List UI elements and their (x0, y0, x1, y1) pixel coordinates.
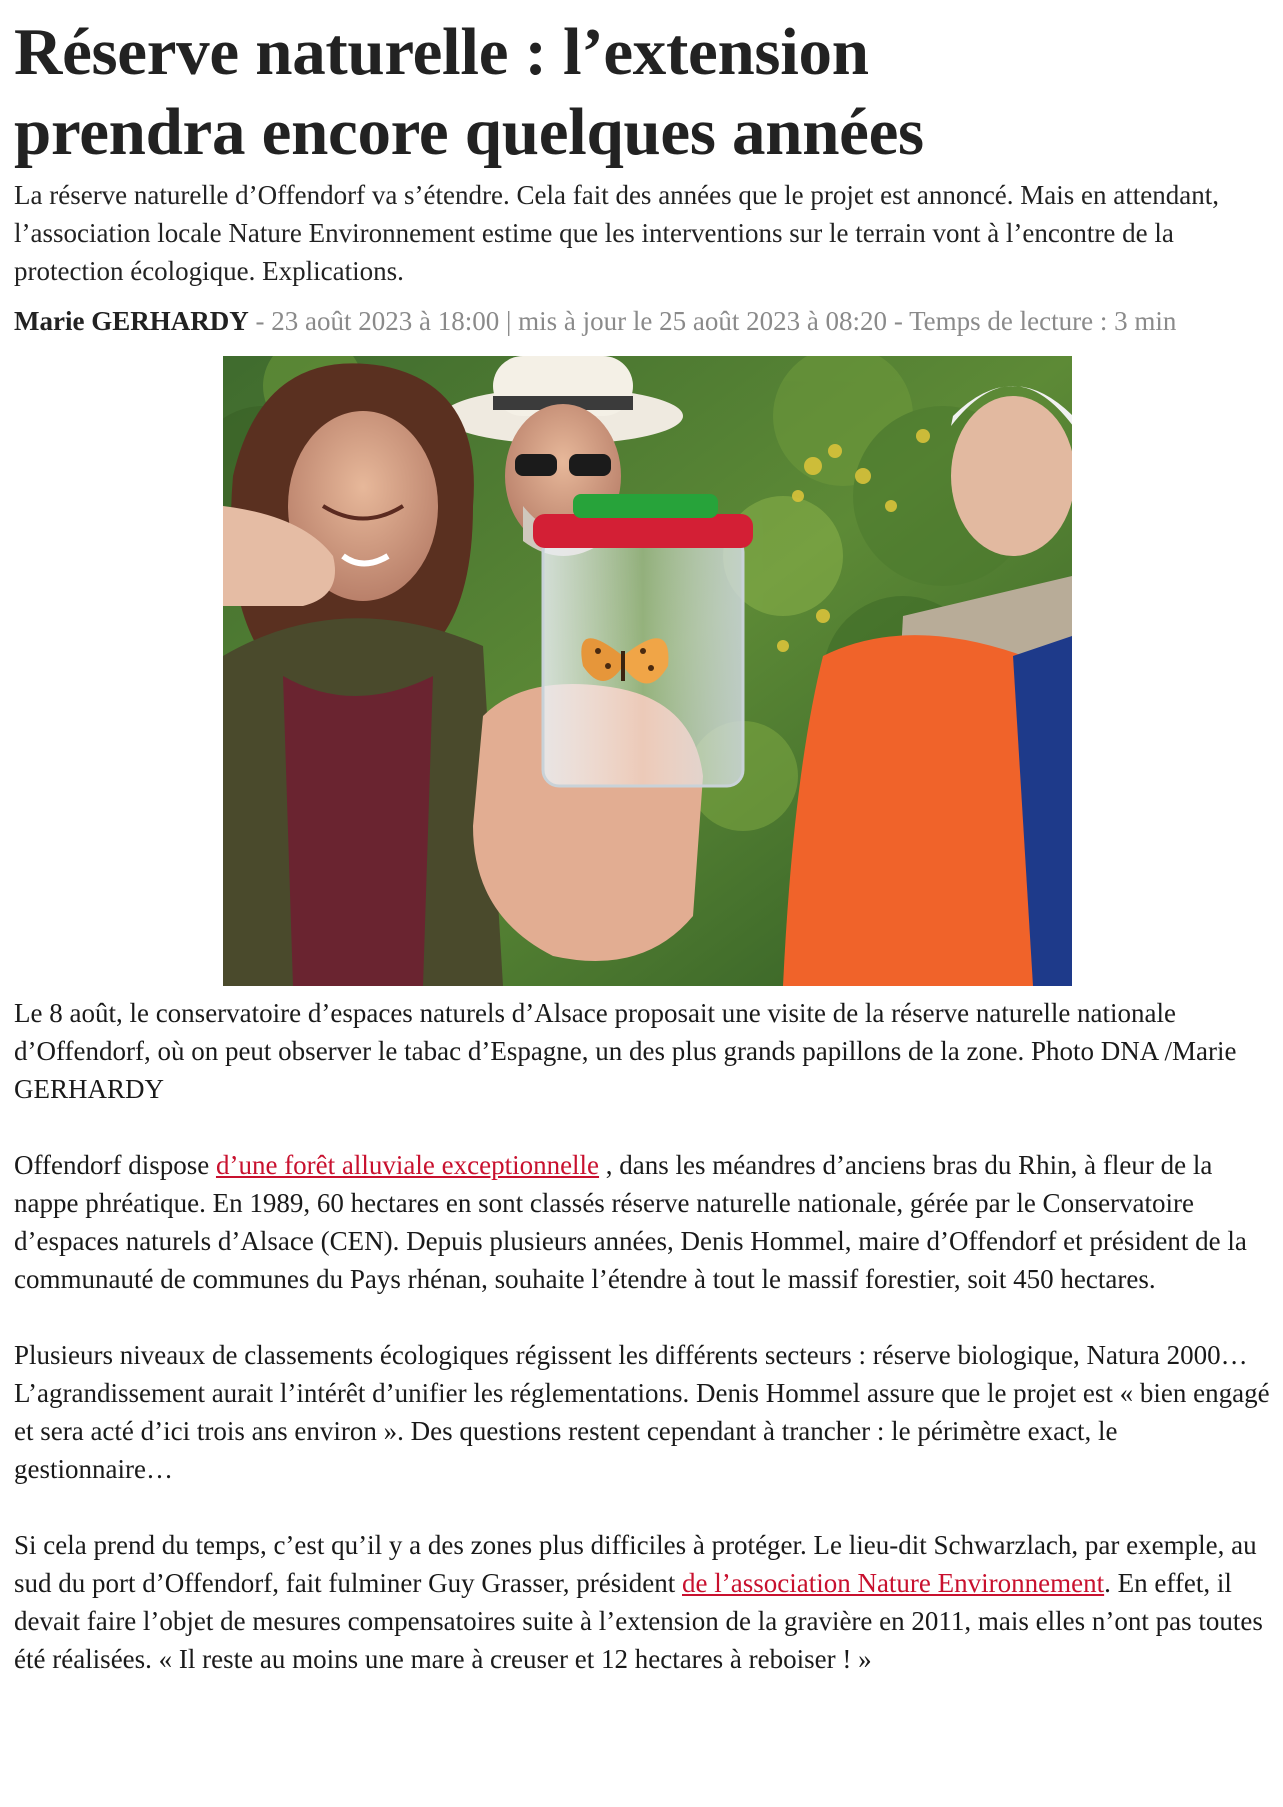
update-date: mis à jour le 25 août 2023 à 08:20 (518, 306, 888, 336)
headline-line-2: prendra encore quelques années (14, 95, 924, 169)
byline-separator: - (887, 306, 910, 336)
photo-caption: Le 8 août, le conservatoire d’espaces naturels d’Alsace proposait une visite de la réserve naturelle nationale d’Offendorf, où on peut observer le tabac d’Espagne, un des plus grands papillons de la zone. Photo DNA /Marie GERHARDY (14, 998, 1237, 1104)
paragraph-text: , dans les méandres d’anciens bras du Rhin, à fleur de la nappe phréatique. En 1989, 60 hectares en sont classés réserve naturelle nationale, gérée par le Conservatoire d’espaces naturels d’Alsace (CEN). Depuis plusieurs années, Denis Hommel, maire d’Offendorf et président de la communauté de communes du Pays rhénan, souhaite l’étendre à tout le massif forestier, soit 450 hectares. (14, 1150, 1247, 1294)
body-paragraph-2: Plusieurs niveaux de classements écologiques régissent les différents secteurs : réserve biologique, Natura 2000… L’agrandissement aurait l’intérêt d’unifier les réglementations. Denis Hommel assure que le projet est « bien engagé et sera acté d’ici trois ans environ ». Des questions restent cependant à trancher : le périmètre exact, le gestionnaire… (14, 1340, 1270, 1484)
paragraph-text: Offendorf dispose (14, 1150, 216, 1180)
article-photo[interactable] (223, 356, 1072, 986)
publish-date: 23 août 2023 à 18:00 (271, 306, 500, 336)
body-paragraph-1 (14, 1146, 1283, 1298)
reading-time: Temps de lecture : 3 min (909, 306, 1177, 336)
article-lede: La réserve naturelle d’Offendorf va s’étendre. Cela fait des années que le projet est annoncé. Mais en attendant, l’association locale Nature Environnement estime que les interventions sur le terrain vont à l’encontre de la protection écologique. Explications. (14, 180, 1219, 286)
association-link[interactable]: de l’association Nature Environnement (682, 1568, 1105, 1598)
paragraph-text: . En effet, il devait faire l’objet de mesures compensatoires suite à l’extension de la gravière en 2011, mais elles n’ont pas toutes été réalisées. « Il reste au moins une mare à creuser et 12 hectares à reboiser ! » (14, 1568, 1263, 1674)
article-headline (14, 0, 1283, 172)
headline-line-1: Réserve naturelle : l’extension (14, 15, 869, 89)
forest-link[interactable]: d’une forêt alluviale exceptionnelle (215, 1150, 600, 1180)
author-name[interactable]: Marie GERHARDY (14, 306, 249, 336)
byline-separator: | (499, 306, 519, 336)
body-paragraph-3 (14, 1526, 1283, 1678)
photo-illustration (223, 356, 1072, 986)
paragraph-text: Si cela prend du temps, c’est qu’il y a des zones plus difficiles à protéger. Le lieu-dit Schwarzlach, par exemple, au sud du port d’Offendorf, fait fulminer Guy Grasser, président (14, 1530, 1257, 1598)
byline-separator: - (248, 306, 272, 336)
byline (14, 302, 1283, 340)
